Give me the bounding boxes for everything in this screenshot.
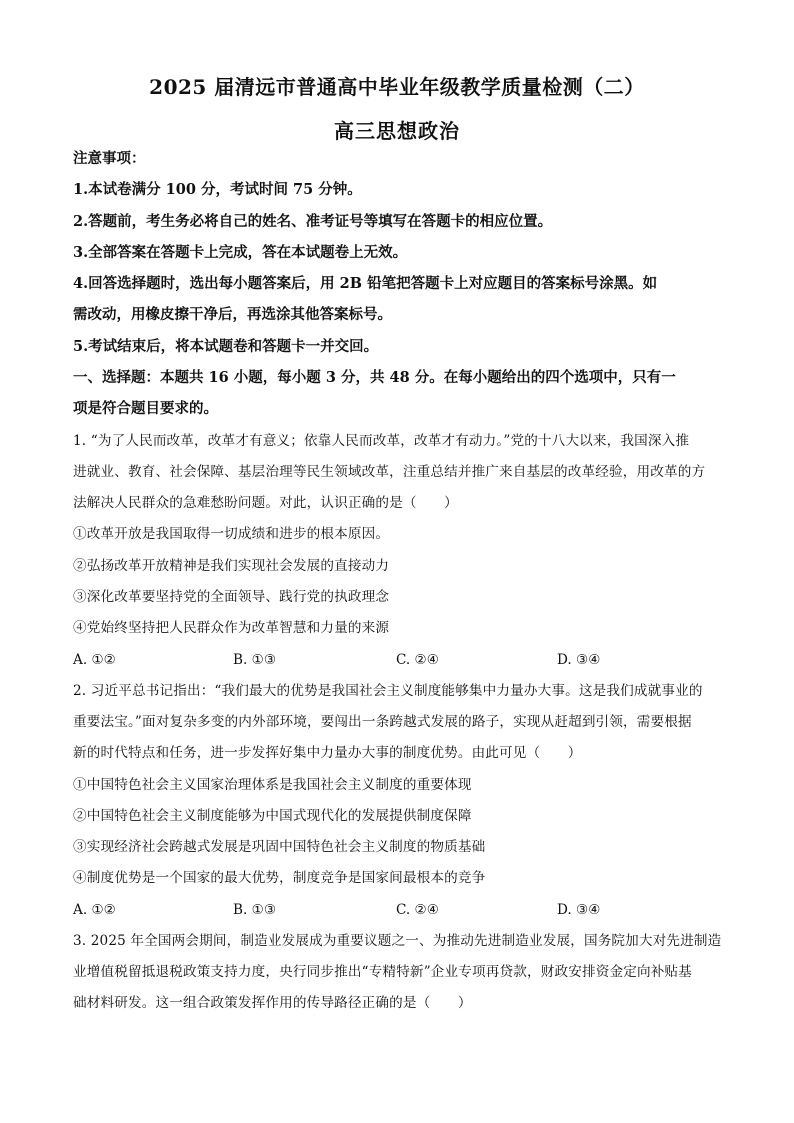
question-1-text: 进就业、教育、社会保障、基层治理等民生领域改革，注重总结并推广来自基层的改革经验，用改革的方 xyxy=(73,464,706,480)
question-3-text: 业增值税留抵退税政策支持力度，央行同步推出“专精特新”企业专项再贷款，财政安排资金定向补贴基 xyxy=(73,964,692,980)
question-2-statement: ④制度优势是一个国家的最大优势，制度竞争是国家间最根本的竞争 xyxy=(73,870,486,886)
question-2-option-b[interactable]: B. ①③ xyxy=(233,902,277,918)
question-1-option-a[interactable]: A. ①② xyxy=(73,652,116,668)
question-1-statement: ④党始终坚持把人民群众作为改革智慧和力量的来源 xyxy=(73,620,390,636)
question-2-text: 2. 习近平总书记指出：“我们最大的优势是我国社会主义制度能够集中力量办大事。这是我们成就事业的 xyxy=(73,683,703,699)
question-2-statement: ③实现经济社会跨越式发展是巩固中国特色社会主义制度的物质基础 xyxy=(73,839,486,855)
question-2-option-d[interactable]: D. ③④ xyxy=(557,902,601,918)
question-2-option-c[interactable]: C. ②④ xyxy=(396,902,439,918)
notice-item: 5.考试结束后，将本试题卷和答题卡一并交回。 xyxy=(73,338,379,355)
question-1-option-d[interactable]: D. ③④ xyxy=(557,652,601,668)
question-3-text: 3. 2025 年全国两会期间，制造业发展成为重要议题之一、为推动先进制造业发展，国务院加大对先进制造 xyxy=(73,933,722,949)
question-2-statement: ①中国特色社会主义国家治理体系是我国社会主义制度的重要体现 xyxy=(73,777,472,793)
question-3-text: 础材料研发。这一组合政策发挥作用的传导路径正确的是（ ） xyxy=(73,995,472,1011)
section-heading-cont: 项是符合题目要求的。 xyxy=(73,400,218,417)
question-1-text: 1. “为了人民而改革，改革才有意义；依靠人民而改革，改革才有动力。”党的十八大以来，我国深入推 xyxy=(73,433,690,449)
question-2-statement: ②中国特色社会主义制度能够为中国式现代化的发展提供制度保障 xyxy=(73,808,472,824)
question-1-text: 法解决人民群众的急难愁盼问题。对此，认识正确的是（ ） xyxy=(73,495,458,511)
question-1-statement: ③深化改革要坚持党的全面领导、践行党的执政理念 xyxy=(73,589,390,605)
question-1-statement: ①改革开放是我国取得一切成绩和进步的根本原因。 xyxy=(73,526,390,542)
exam-title: 2025 届清远市普通高中毕业年级教学质量检测（二） xyxy=(149,75,645,99)
notice-item: 需改动，用橡皮擦干净后，再选涂其他答案标号。 xyxy=(73,306,392,323)
section-heading: 一、选择题：本题共 16 小题，每小题 3 分，共 48 分。在每小题给出的四个选项中，只有一 xyxy=(73,369,676,386)
question-2-option-a[interactable]: A. ①② xyxy=(73,902,116,918)
notice-item: 2.答题前，考生务必将自己的姓名、准考证号等填写在答题卡的相应位置。 xyxy=(73,213,553,230)
notice-item: 4.回答选择题时，选出每小题答案后，用 2B 铅笔把答题卡上对应题目的答案标号涂黑。如 xyxy=(73,275,658,292)
question-2-text: 重要法宝。”面对复杂多变的内外部环境，要闯出一条跨越式发展的路子，实现从赶超到引领，需要根据 xyxy=(73,714,692,730)
question-1-option-c[interactable]: C. ②④ xyxy=(396,652,439,668)
question-1-statement: ②弘扬改革开放精神是我们实现社会发展的直接动力 xyxy=(73,558,390,574)
notice-heading: 注意事项： xyxy=(73,150,146,167)
question-1-option-b[interactable]: B. ①③ xyxy=(233,652,277,668)
exam-subject: 高三思想政治 xyxy=(334,119,460,143)
notice-item: 3.全部答案在答题卡上完成，答在本试题卷上无效。 xyxy=(73,244,408,261)
question-2-text: 新的时代特点和任务，进一步发挥好集中力量办大事的制度优势。由此可见（ ） xyxy=(73,745,582,761)
notice-item: 1.本试卷满分 100 分，考试时间 75 分钟。 xyxy=(73,181,362,198)
